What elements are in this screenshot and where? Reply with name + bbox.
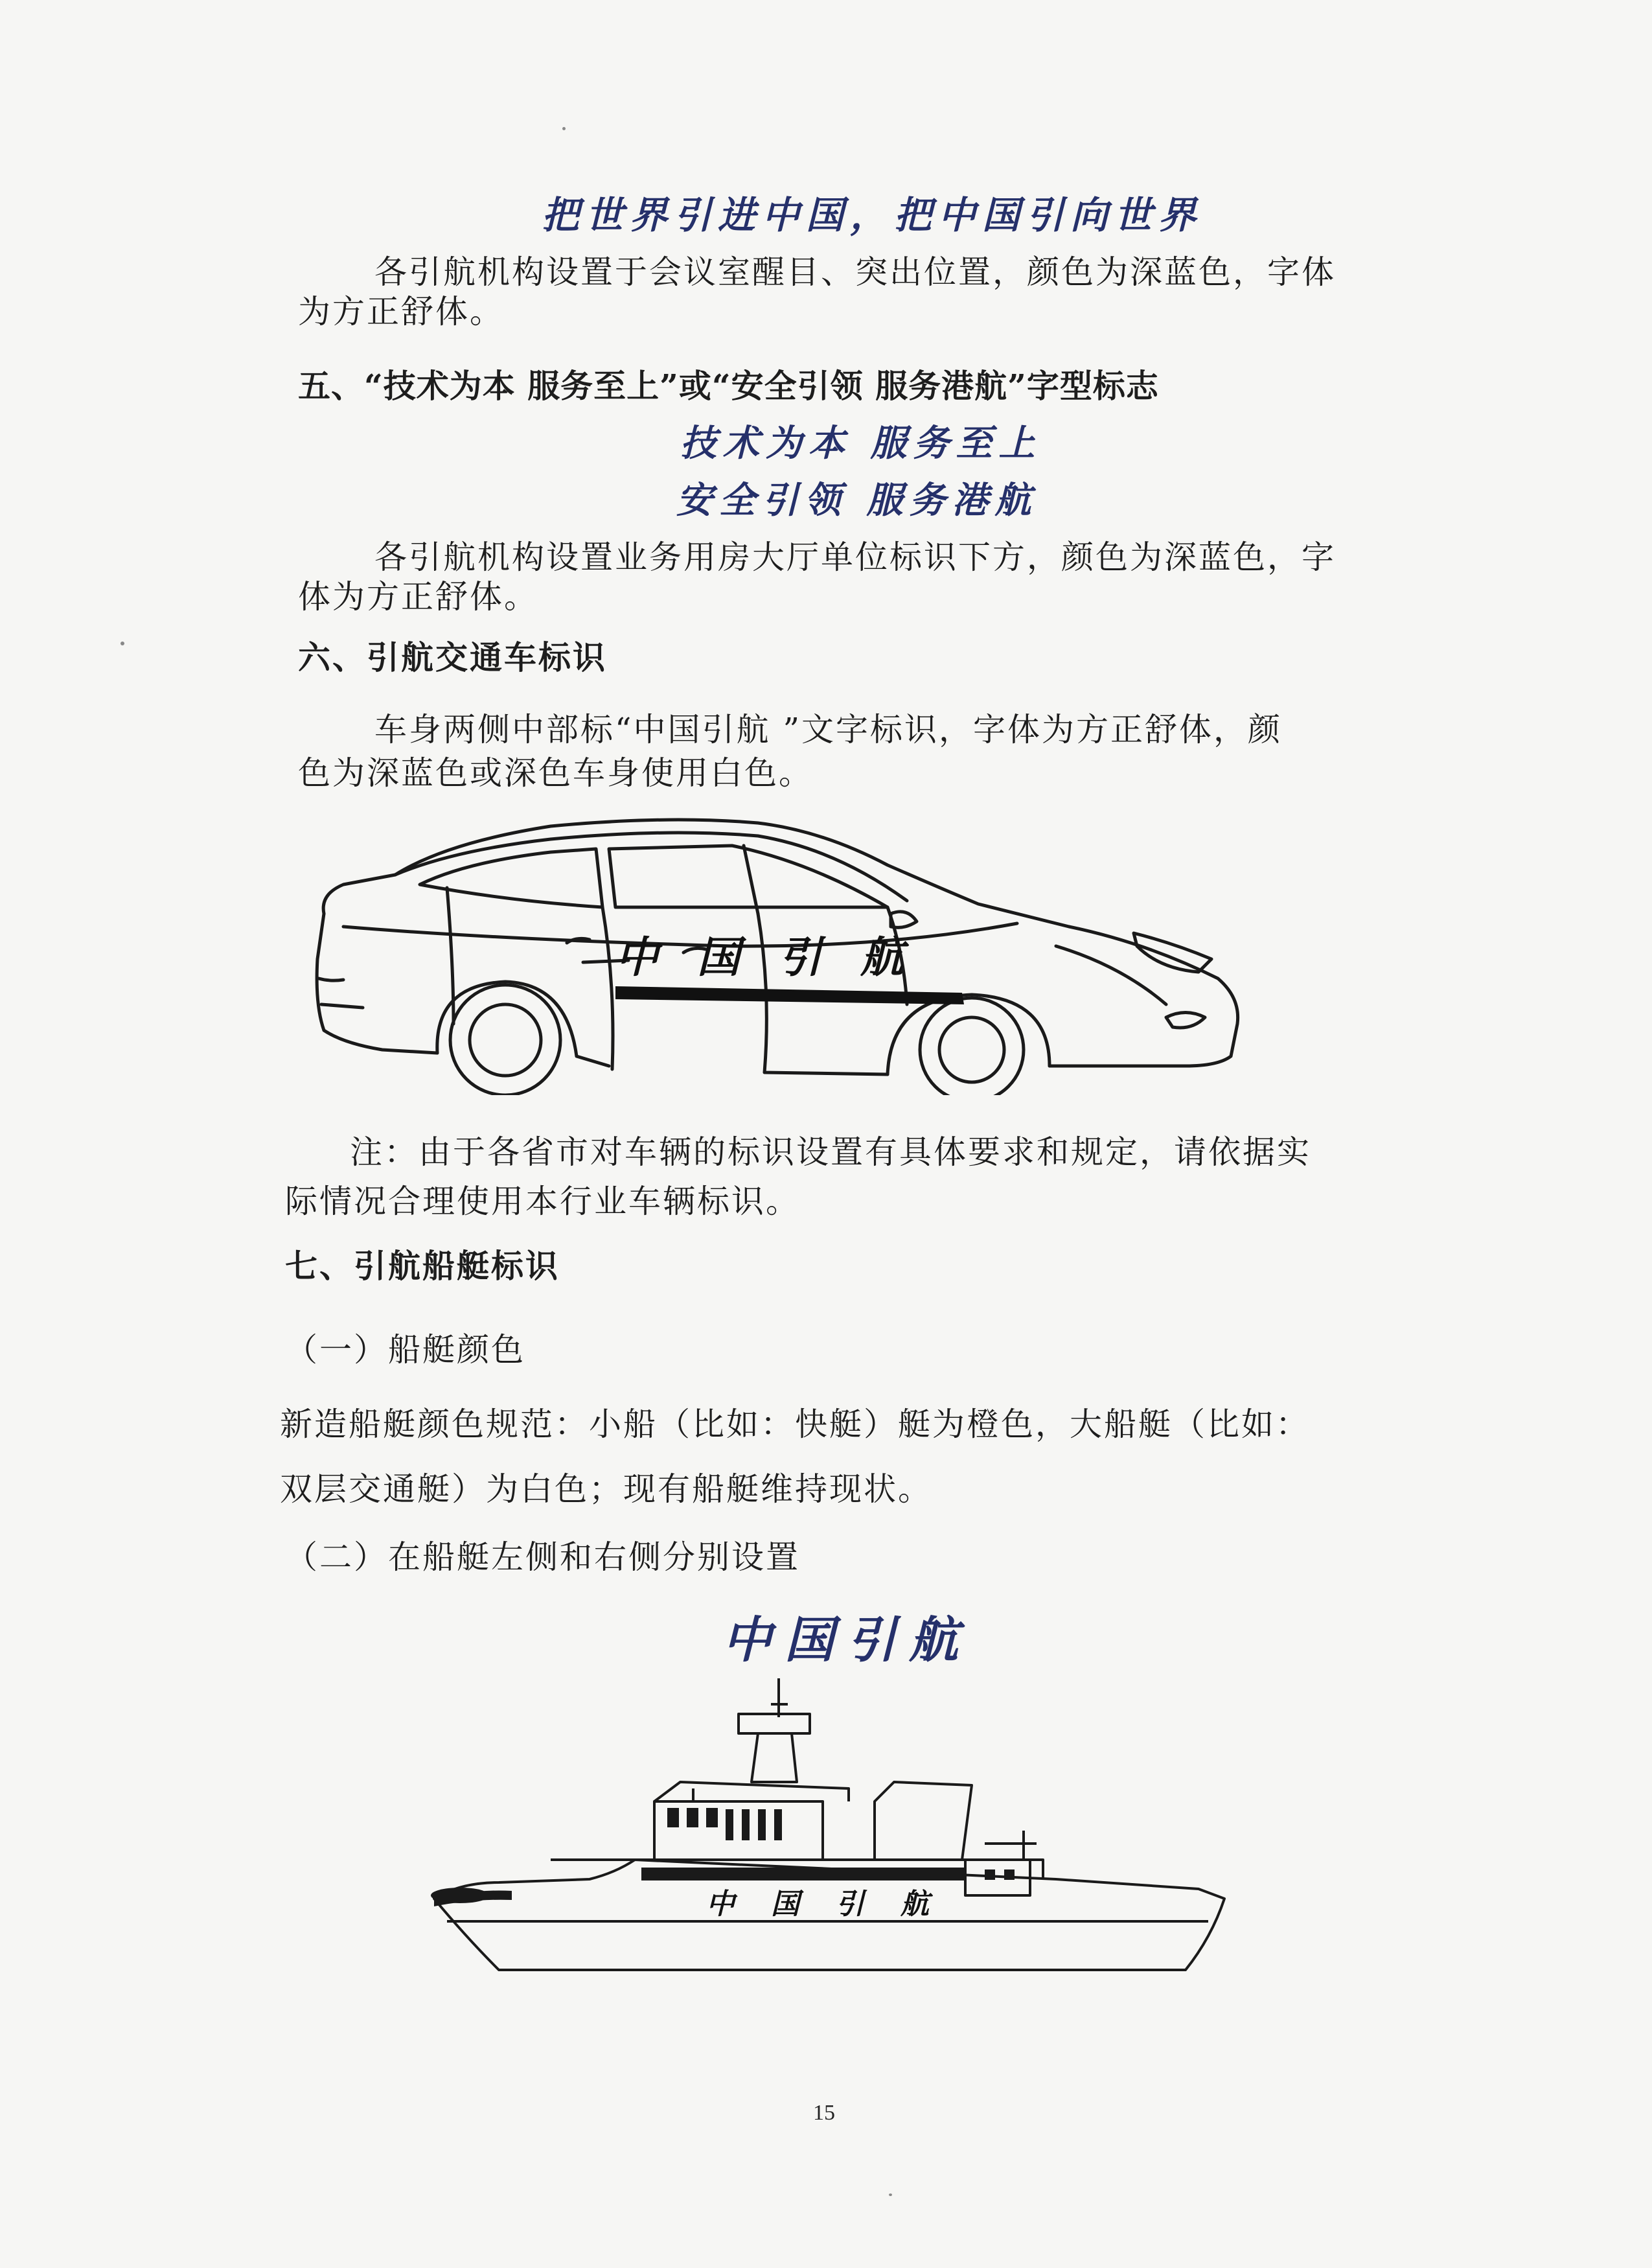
scan-speck <box>562 127 566 130</box>
section-heading-6: 六、引航交通车标识 <box>298 638 607 677</box>
page-number: 15 <box>813 2101 835 2125</box>
paragraph-line: 双层交通艇）为白色；现有船艇维持现状。 <box>280 1470 932 1508</box>
subsection-heading-2: （二）在船艇左侧和右侧分别设置 <box>285 1538 800 1576</box>
scan-speck <box>120 642 124 645</box>
slogan-safety: 安全引领 服务港航 <box>676 479 1038 522</box>
note-line: 注：由于各省市对车辆的标识设置有具体要求和规定，请依据实 <box>350 1133 1311 1171</box>
paragraph-line: 各引航机构设置于会议室醒目、突出位置，颜色为深蓝色，字体 <box>374 253 1336 291</box>
section-heading-7: 七、引航船艇标识 <box>285 1247 560 1285</box>
ship-logo-title: 中国引航 <box>722 1611 971 1669</box>
paragraph-line: 色为深蓝色或深色车身使用白色。 <box>298 754 813 792</box>
scan-speck <box>889 2193 892 2196</box>
car-logo-text: 中国引航 <box>615 932 942 982</box>
pilot-boat-illustration <box>421 1665 1237 1976</box>
note-line: 际情况合理使用本行业车辆标识。 <box>285 1183 800 1220</box>
paragraph-line: 体为方正舒体。 <box>298 578 538 616</box>
paragraph-line: 车身两侧中部标“中国引航 ”文字标识，字体为方正舒体，颜 <box>374 711 1283 748</box>
slogan-tech: 技术为本 服务至上 <box>680 422 1042 465</box>
ship-logo-text: 中国引航 <box>706 1888 965 1921</box>
pilot-car-illustration <box>304 810 1263 1095</box>
section-heading-5: 五、“技术为本 服务至上”或“安全引领 服务港航”字型标志 <box>298 367 1159 405</box>
paragraph-line: 各引航机构设置业务用房大厅单位标识下方，颜色为深蓝色，字 <box>374 538 1336 576</box>
paragraph-line: 为方正舒体。 <box>298 293 504 330</box>
subsection-heading-1: （一）船艇颜色 <box>285 1331 525 1369</box>
paragraph-line: 新造船艇颜色规范：小船（比如：快艇）艇为橙色，大船艇（比如： <box>280 1406 1310 1443</box>
slogan-world: 把世界引进中国，把中国引向世界 <box>542 193 1203 237</box>
